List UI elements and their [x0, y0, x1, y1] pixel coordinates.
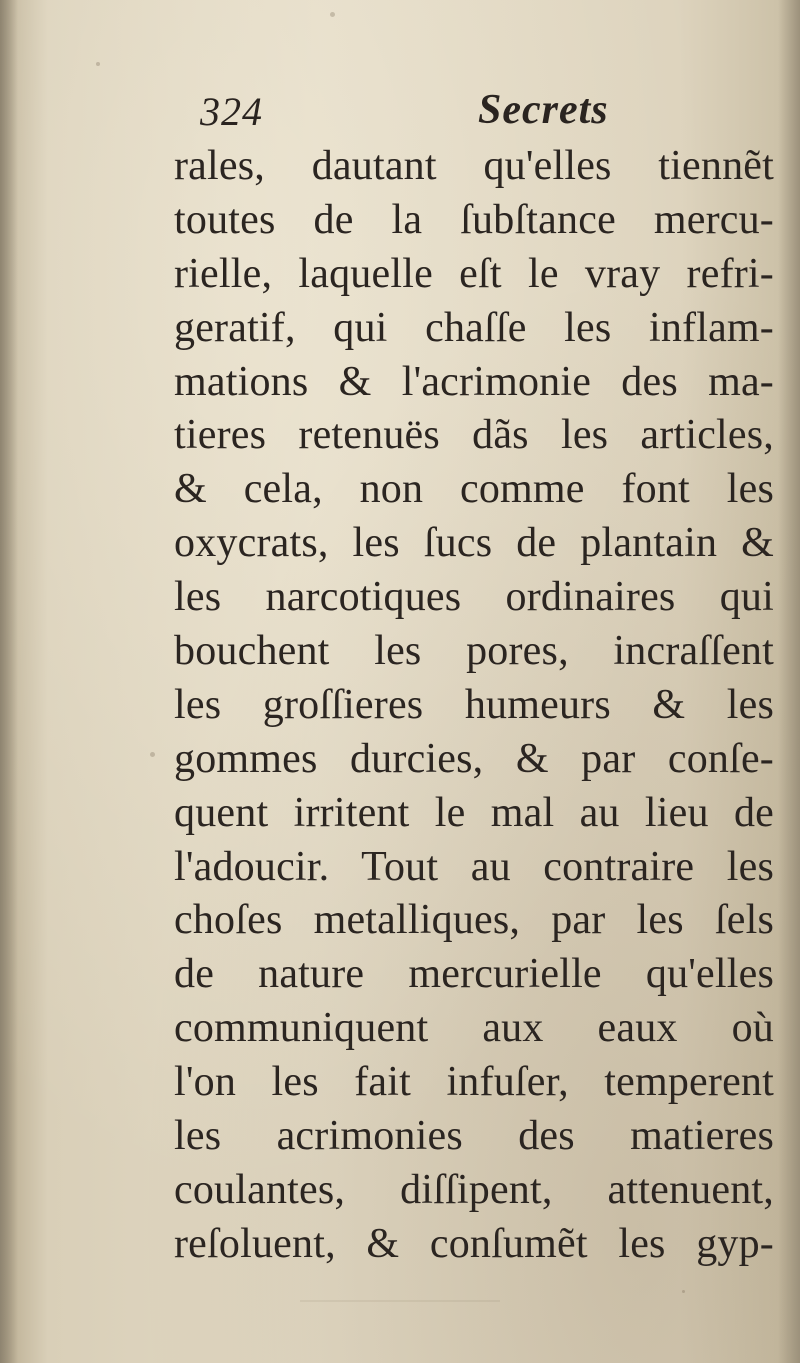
text-line: & cela, non comme font les [174, 466, 774, 513]
text-line: quent irritent le mal au lieu de [174, 789, 774, 836]
page-shadow-right [778, 0, 800, 1363]
page-number: 324 [200, 89, 263, 134]
paper-speck [682, 1290, 685, 1293]
paper-speck [96, 62, 100, 66]
page-header [200, 86, 720, 132]
text-line: les acrimonies des matieres [174, 1113, 774, 1160]
text-line: oxycrats, les ſucs de plantain & [174, 520, 774, 567]
text-line: toutes de la ſubſtance mercu- [174, 196, 774, 243]
paper-speck [330, 12, 335, 17]
body-text [174, 140, 774, 1272]
text-line: choſes metalliques, par les ſels [174, 897, 774, 944]
text-line: de nature mercurielle qu'elles [174, 951, 774, 998]
text-line: rales, dautant qu'elles tiennẽt [174, 143, 774, 189]
running-head: Secrets [478, 87, 609, 133]
text-line: gommes durcies, & par conſe- [174, 735, 774, 782]
text-line: communiquent aux eaux où [174, 1005, 774, 1052]
text-line: bouchent les pores, incraſſent [174, 628, 774, 675]
text-line: coulantes, diſſipent, attenuent, [174, 1166, 774, 1213]
paper-stain [300, 1300, 500, 1302]
text-line: geratif, qui chaſſe les inflam- [174, 304, 774, 351]
text-line: reſoluent, & conſumẽt les gyp- [174, 1220, 774, 1267]
text-line: les narcotiques ordinaires qui [174, 574, 774, 621]
text-line: les groſſieres humeurs & les [174, 681, 774, 728]
page-shadow-left [0, 0, 18, 1363]
text-line: tieres retenuës dãs les articles, [174, 412, 774, 459]
text-line: l'adoucir. Tout au contraire les [174, 843, 774, 890]
text-line: l'on les fait infuſer, temperent [174, 1059, 774, 1106]
text-line: mations & l'acrimonie des ma- [174, 358, 774, 405]
paper-speck [150, 752, 155, 757]
text-line: rielle, laquelle eſt le vray refri- [174, 250, 774, 297]
